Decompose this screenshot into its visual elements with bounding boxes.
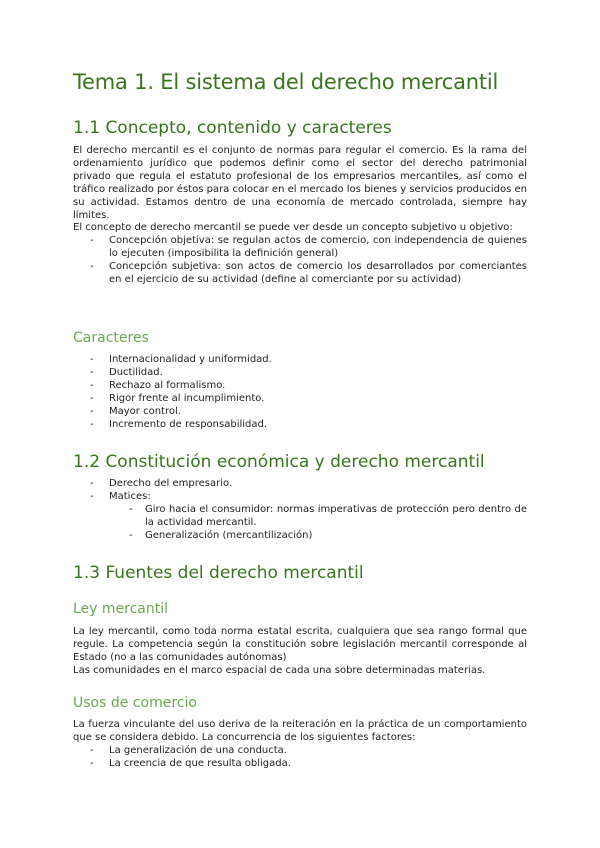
sub-list-item: - Generalización (mercantilización) <box>73 530 527 543</box>
list-item: - Concepción objetiva: se regulan actos de comercio, con independencia de quienes lo ejecuten (imposibilita la definición general) <box>73 235 527 261</box>
list-item: - Ductilidad. <box>73 367 527 380</box>
section-1-1-body <box>73 145 527 287</box>
concept-list <box>73 235 527 287</box>
list-item: - La creencia de que resulta obligada. <box>73 758 527 771</box>
paragraph: La ley mercantil, como toda norma estatal escrita, cualquiera que sea rango formal que regule. La competencia según la constitución sobre legislación mercantil corresponde al Estado (no a las comunidades autónomas) <box>73 626 527 663</box>
list-item: - Matices: <box>73 491 527 504</box>
paragraph: El derecho mercantil es el conjunto de normas para regular el comercio. Es la rama del ordenamiento jurídico que podemos definir como el sector del derecho patrimonial privado que regula el estatuto profesional de los empresarios mercantiles, así como el tráfico realizado por éstos para colocar en el mercado los bienes y servicios producidos en su actividad. Estamos dentro de una economía de mercado controlada, siempre hay límites. <box>73 145 527 221</box>
sub-list-item: - Giro hacia el consumidor: normas imperativas de protección pero dentro de la actividad mercantil. <box>73 504 527 530</box>
section-heading-1-3: 1.3 Fuentes del derecho mercantil <box>73 563 364 583</box>
paragraph: El concepto de derecho mercantil se puede ver desde un concepto subjetivo u objetivo: <box>73 222 513 234</box>
section-heading-1-1: 1.1 Concepto, contenido y caracteres <box>73 118 392 138</box>
paragraph: La fuerza vinculante del uso deriva de la reiteración en la práctica de un comportamiento que se considera debido. La concurrencia de los siguientes factores: <box>73 719 527 743</box>
subheading-usos-comercio: Usos de comercio <box>73 695 197 711</box>
usos-comercio-body <box>73 719 527 771</box>
list-item: - Derecho del empresario. <box>73 478 527 491</box>
constitucion-list <box>73 478 527 543</box>
caracteres-body <box>73 354 527 431</box>
ley-mercantil-body <box>73 626 527 678</box>
list-item: - Incremento de responsabilidad. <box>73 419 527 432</box>
list-item: - La generalización de una conducta. <box>73 745 527 758</box>
paragraph: Las comunidades en el marco espacial de cada una sobre determinadas materias. <box>73 664 486 676</box>
subheading-caracteres: Caracteres <box>73 330 149 346</box>
list-item: - Internacionalidad y uniformidad. <box>73 354 527 367</box>
usos-list <box>73 745 527 771</box>
list-item: - Concepción subjetiva: son actos de comercio los desarrollados por comerciantes en el ejercicio de su actividad (define al comerciante por su actividad) <box>73 261 527 287</box>
list-item: - Mayor control. <box>73 406 527 419</box>
list-item: - Rigor frente al incumplimiento. <box>73 393 527 406</box>
section-heading-1-2: 1.2 Constitución económica y derecho mercantil <box>73 452 485 472</box>
document-title: Tema 1. El sistema del derecho mercantil <box>73 70 499 94</box>
caracteres-list <box>73 354 527 431</box>
subheading-ley-mercantil: Ley mercantil <box>73 601 169 617</box>
list-item: - Rechazo al formalismo. <box>73 380 527 393</box>
section-1-2-body <box>73 478 527 543</box>
